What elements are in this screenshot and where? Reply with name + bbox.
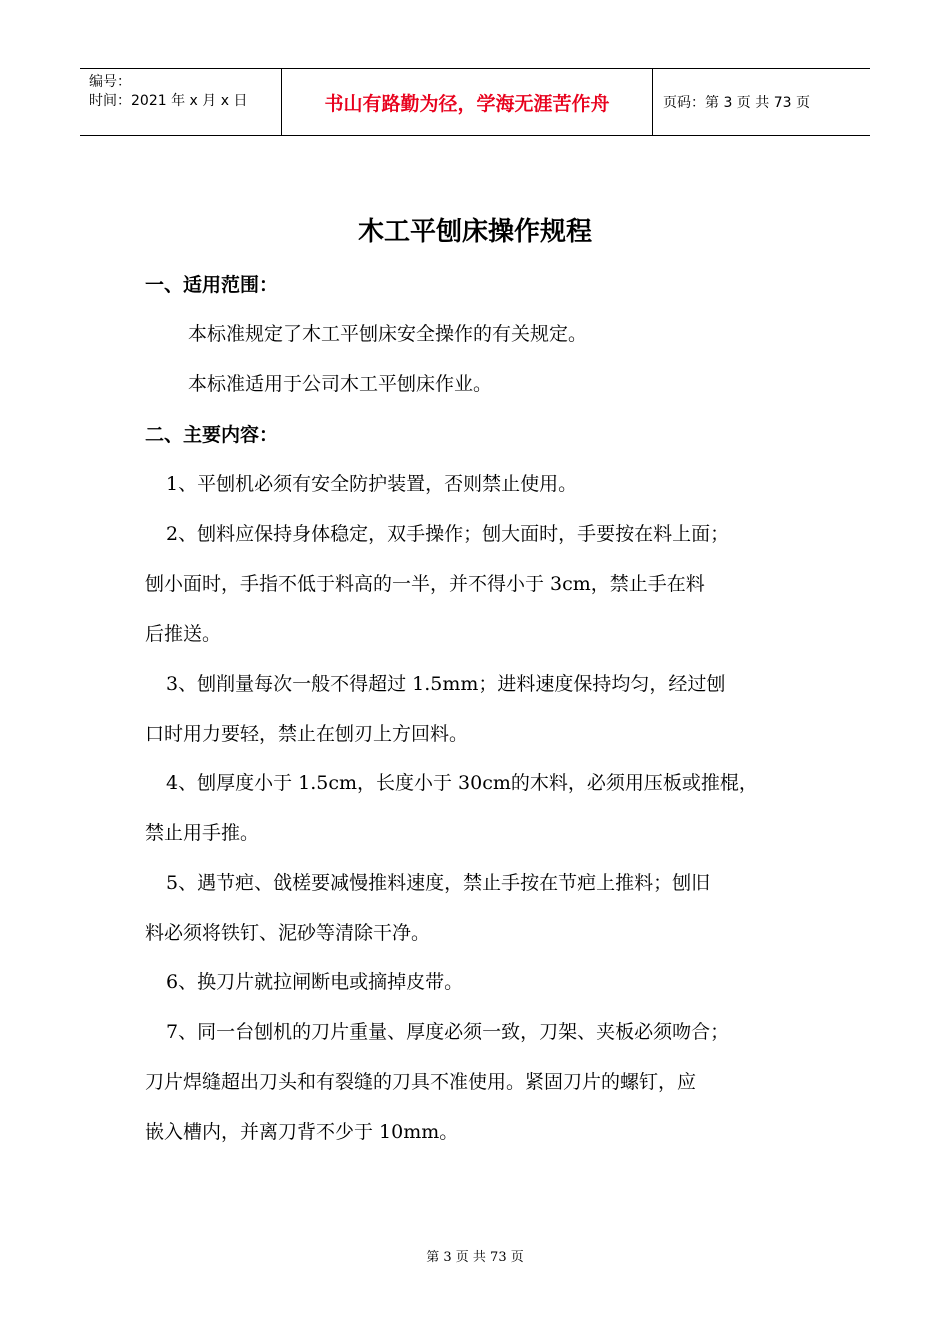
scope-line: 本标准规定了木工平刨床安全操作的有关规定。 xyxy=(188,323,588,345)
rule-line: 料必须将铁钉、泥砂等清除干净。 xyxy=(145,922,431,944)
rule-line: 嵌入槽内，并离刀背不少于 10mm。 xyxy=(145,1121,459,1143)
rule-line: 4、刨厚度小于 1.5cm，长度小于 30cm的木料，必须用压板或推棍， xyxy=(166,772,758,794)
rule-line: 5、遇节疤、戗槎要减慢推料速度，禁止手按在节疤上推料；刨旧 xyxy=(166,872,711,894)
rule-line: 7、同一台刨机的刀片重量、厚度必须一致，刀架、夹板必须吻合； xyxy=(166,1021,730,1043)
rule-line: 口时用力要轻，禁止在刨刃上方回料。 xyxy=(145,723,469,745)
page-header xyxy=(80,68,870,136)
document-number-label: 编号： xyxy=(89,74,131,90)
header-meta xyxy=(80,69,281,135)
header-motto: 书山有路勤为径，学海无涯苦作舟 xyxy=(281,69,653,135)
scope-line: 本标准适用于公司木工平刨床作业。 xyxy=(188,373,493,395)
rule-line: 刀片焊缝超出刀头和有裂缝的刀具不准使用。紧固刀片的螺钉，应 xyxy=(145,1071,697,1093)
rule-line: 刨小面时，手指不低于料高的一半，并不得小于 3cm，禁止手在料 xyxy=(145,573,705,595)
header-page-info: 页码：第 3 页 共 73 页 xyxy=(663,95,810,111)
rule-line: 1、平刨机必须有安全防护装置，否则禁止使用。 xyxy=(166,473,578,495)
page-footer: 第 3 页 共 73 页 xyxy=(426,1250,524,1265)
section-heading-scope: 一、适用范围： xyxy=(145,274,279,296)
section-heading-content: 二、主要内容： xyxy=(145,424,279,446)
rule-line: 3、刨削量每次一般不得超过 1.5mm；进料速度保持均匀，经过刨 xyxy=(166,673,726,695)
rule-line: 2、刨料应保持身体稳定，双手操作；刨大面时，手要按在料上面； xyxy=(166,523,730,545)
rule-line: 6、换刀片就拉闸断电或摘掉皮带。 xyxy=(166,971,464,993)
rule-line: 后推送。 xyxy=(145,623,222,645)
rule-line: 禁止用手推。 xyxy=(145,822,260,844)
document-date: 时间：2021 年 x 月 x 日 xyxy=(89,93,248,109)
document-title: 木工平刨床操作规程 xyxy=(357,217,592,247)
